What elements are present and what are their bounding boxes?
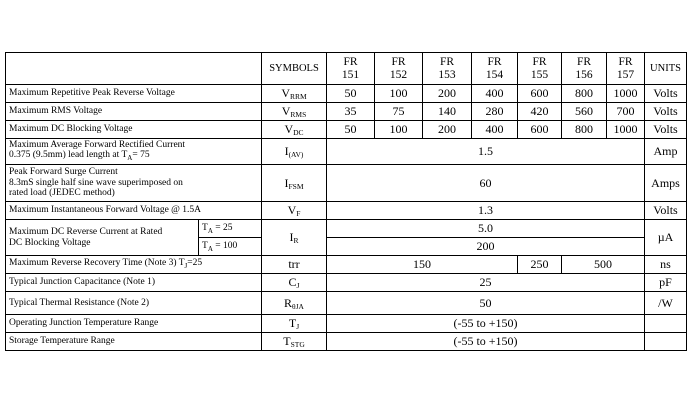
param-label: Maximum Average Forward Rectified Current 0.375 (9.5mm) lead length at $T_A= 75$ <box>6 139 262 165</box>
value-cell: 5.0 <box>327 220 645 238</box>
symbol-cell: trr <box>262 256 327 274</box>
header-row <box>6 53 687 85</box>
value-cell: 700 <box>607 103 645 121</box>
value-cell: 400 <box>472 121 518 139</box>
param-label: Peak Forward Surge Current 8.3mS single half sine wave superimposed on rated load (JEDEC method) <box>6 165 262 202</box>
param-label: Storage Temperature Range <box>6 333 262 351</box>
value-cell: 800 <box>562 121 607 139</box>
unit-cell: Amp <box>645 139 687 165</box>
device-fr153-header: FR 153 <box>423 53 472 85</box>
value-cell: 800 <box>562 85 607 103</box>
device-fr154-header: FR 154 <box>472 53 518 85</box>
device-fr157-header: FR 157 <box>607 53 645 85</box>
unit-cell <box>645 333 687 351</box>
param-label: Typical Junction Capacitance (Note 1) <box>6 274 262 292</box>
value-cell: 150 <box>327 256 518 274</box>
device-fr151-header: FR 151 <box>327 53 375 85</box>
value-cell: 35 <box>327 103 375 121</box>
param-label: Maximum Reverse Recovery Time (Note 3) $T_J=25$ <box>6 256 262 274</box>
value-cell: 200 <box>327 238 645 256</box>
value-cell: 1.3 <box>327 202 645 220</box>
value-cell: 200 <box>423 121 472 139</box>
ratings-table <box>5 52 687 351</box>
value-cell: 250 <box>518 256 562 274</box>
symbols-header: SYMBOLS <box>262 53 327 85</box>
unit-cell: Volts <box>645 202 687 220</box>
unit-cell <box>645 315 687 333</box>
value-cell: 1000 <box>607 121 645 139</box>
row-iav <box>6 139 687 165</box>
value-cell: 100 <box>375 121 423 139</box>
value-cell: 50 <box>327 121 375 139</box>
unit-cell: Volts <box>645 121 687 139</box>
value-cell: 1.5 <box>327 139 645 165</box>
value-cell: 200 <box>423 85 472 103</box>
param-label: Maximum DC Reverse Current at Rated DC Blocking Voltage <box>6 220 199 256</box>
symbol-cell: $T_J$ <box>262 315 327 333</box>
unit-cell: µA <box>645 220 687 256</box>
value-cell: 75 <box>375 103 423 121</box>
row-vrrm <box>6 85 687 103</box>
value-cell: 280 <box>472 103 518 121</box>
param-label: Maximum DC Blocking Voltage <box>6 121 262 139</box>
row-tj <box>6 315 687 333</box>
value-cell: 140 <box>423 103 472 121</box>
symbol-cell: $I_{(AV)}$ <box>262 139 327 165</box>
param-label: Maximum Repetitive Peak Reverse Voltage <box>6 85 262 103</box>
value-cell: 50 <box>327 292 645 315</box>
row-cj <box>6 274 687 292</box>
value-cell: 100 <box>375 85 423 103</box>
value-cell: 600 <box>518 121 562 139</box>
unit-cell: pF <box>645 274 687 292</box>
device-fr156-header: FR 156 <box>562 53 607 85</box>
unit-cell: Volts <box>645 85 687 103</box>
device-fr155-header: FR 155 <box>518 53 562 85</box>
unit-cell: Amps <box>645 165 687 202</box>
symbol-cell: $R_{\theta JA}$ <box>262 292 327 315</box>
symbol-cell: $V_F$ <box>262 202 327 220</box>
row-vrms <box>6 103 687 121</box>
row-ir-25 <box>6 220 687 238</box>
header-blank-cell <box>6 53 262 85</box>
value-cell: 1000 <box>607 85 645 103</box>
value-cell: 420 <box>518 103 562 121</box>
param-label: Maximum Instantaneous Forward Voltage @ 1.5A <box>6 202 262 220</box>
value-cell: 25 <box>327 274 645 292</box>
row-tstg <box>6 333 687 351</box>
param-label: Operating Junction Temperature Range <box>6 315 262 333</box>
row-vf <box>6 202 687 220</box>
value-cell: 60 <box>327 165 645 202</box>
symbol-cell: $V_{RRM}$ <box>262 85 327 103</box>
symbol-cell: $C_J$ <box>262 274 327 292</box>
row-trr <box>6 256 687 274</box>
row-rth <box>6 292 687 315</box>
unit-cell: /W <box>645 292 687 315</box>
symbol-cell: $I_R$ <box>262 220 327 256</box>
param-label: Typical Thermal Resistance (Note 2) <box>6 292 262 315</box>
value-cell: (-55 to +150) <box>327 315 645 333</box>
symbol-cell: $I_{FSM}$ <box>262 165 327 202</box>
row-ifsm <box>6 165 687 202</box>
units-header: UNITS <box>645 53 687 85</box>
symbol-cell: $V_{DC}$ <box>262 121 327 139</box>
condition-ta-25: $T_A = 25$ <box>199 220 262 238</box>
value-cell: (-55 to +150) <box>327 333 645 351</box>
unit-cell: Volts <box>645 103 687 121</box>
row-vdc <box>6 121 687 139</box>
unit-cell: ns <box>645 256 687 274</box>
value-cell: 600 <box>518 85 562 103</box>
symbol-cell: $V_{RMS}$ <box>262 103 327 121</box>
param-label: Maximum RMS Voltage <box>6 103 262 121</box>
device-fr152-header: FR 152 <box>375 53 423 85</box>
value-cell: 560 <box>562 103 607 121</box>
value-cell: 50 <box>327 85 375 103</box>
symbol-cell: $T_{STG}$ <box>262 333 327 351</box>
condition-ta-100: $T_A = 100$ <box>199 238 262 256</box>
value-cell: 500 <box>562 256 645 274</box>
value-cell: 400 <box>472 85 518 103</box>
